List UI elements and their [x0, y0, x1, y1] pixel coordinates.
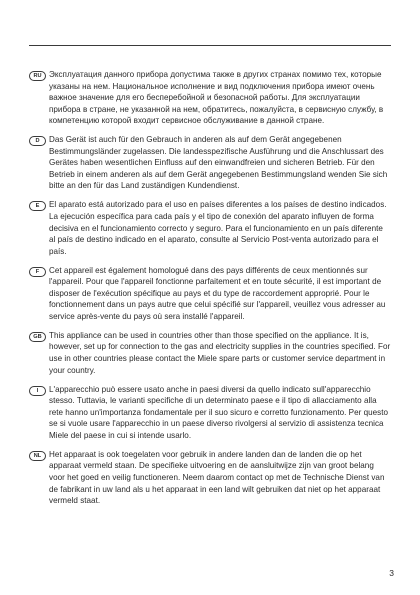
notice-nl [29, 449, 391, 507]
page-number: 3 [389, 568, 394, 578]
country-code-badge: GB [29, 332, 46, 342]
country-code-badge: E [29, 201, 46, 211]
top-rule [29, 45, 391, 46]
notice-e [29, 199, 391, 257]
notice-text: This appliance can be used in countries other than those specified on the appliance. It is, however, set up for connection to the gas and electricity supplies in the countries specified. For use in other countries please contact the Miele spare parts or customer service department in your country. [49, 330, 391, 375]
notice-gb [29, 330, 391, 376]
notice-text: El aparato está autorizado para el uso en países diferentes a los países de destino indicados. La ejecución específica para cada país y el tipo de conexión del aparato influyen de forma decisiva en el funcionamiento correcto y seguro. Para el funcionamiento en un país diferente al país de destino indicado en el aparato, consulte al Servicio Post-venta autorizado para el país. [49, 200, 387, 256]
notice-i [29, 384, 391, 442]
notice-f [29, 265, 391, 323]
notice-text: Das Gerät ist auch für den Gebrauch in anderen als auf dem Gerät angegebenen Bestimmungsländer zugelassen. Die landesspezifische Ausführung und die Anschlussart des Gerätes haben wesentlichen Einfluss auf den einwandfreien und sicheren Betrieb. Für den Betrieb in einem anderen als auf dem Gerät angegebenen Bestimmungsland wenden Sie sich bitte an den für das Land zuständigen Kundendienst. [49, 135, 388, 191]
notice-d [29, 134, 391, 192]
notice-text: Het apparaat is ook toegelaten voor gebruik in andere landen dan de landen die op het apparaat vermeld staan. De specifieke uitvoering en de aansluitwijze zijn van groot belang voor het goed en veilig functioneren. Neem daarom contact op met de Technische Dienst van de fabrikant in uw land als u het apparaat in een land wilt gebruiken dat niet op het apparaat vermeld staat. [49, 449, 385, 506]
notice-text: L'apparecchio può essere usato anche in paesi diversi da quello indicato sull'apparecchio stesso. Tuttavia, le varianti specifiche di un determinato paese e il tipo di allacciamento alla rete hanno un'importanza fondamentale per il suo sicuro e corretto funzionamento. Per questo se si vuole usare l'apparecchio in un paese diverso rivolgersi al servizio di assistenza tecnica Miele del paese in cui si intende usarlo. [49, 384, 389, 440]
country-code-badge: D [29, 136, 46, 146]
notice-text: Эксплуатация данного прибора допустима также в других странах помимо тех, которые указаны на нем. Национальное исполнение и вид подключения прибора имеют очень важное значение для его бесперебойной и безопасной работы. Для эксплуатации прибора в стране, не указанной на нем, обратитесь, пожалуйста, в сервисную службу, в компетенцию которой входит сервисное обслуживание в данной стране. [49, 70, 384, 126]
country-code-badge: F [29, 267, 46, 277]
notice-text: Cet appareil est également homologué dans des pays différents de ceux mentionnés sur l'appareil. Pour que l'appareil fonctionne parfaitement et en toute sécurité, il est important de disposer de l'exécution spécifique au pays et du type de raccordement approprié. Pour le fonctionnement dans un pays autre que celui spécifié sur l'appareil, veuillez vous adresser au service après-vente du pays où sera installé l'appareil. [49, 265, 386, 321]
country-code-badge: I [29, 386, 46, 396]
country-notice-list [29, 69, 391, 514]
country-code-badge: RU [29, 71, 46, 81]
notice-ru [29, 69, 391, 127]
country-code-badge: NL [29, 451, 46, 461]
